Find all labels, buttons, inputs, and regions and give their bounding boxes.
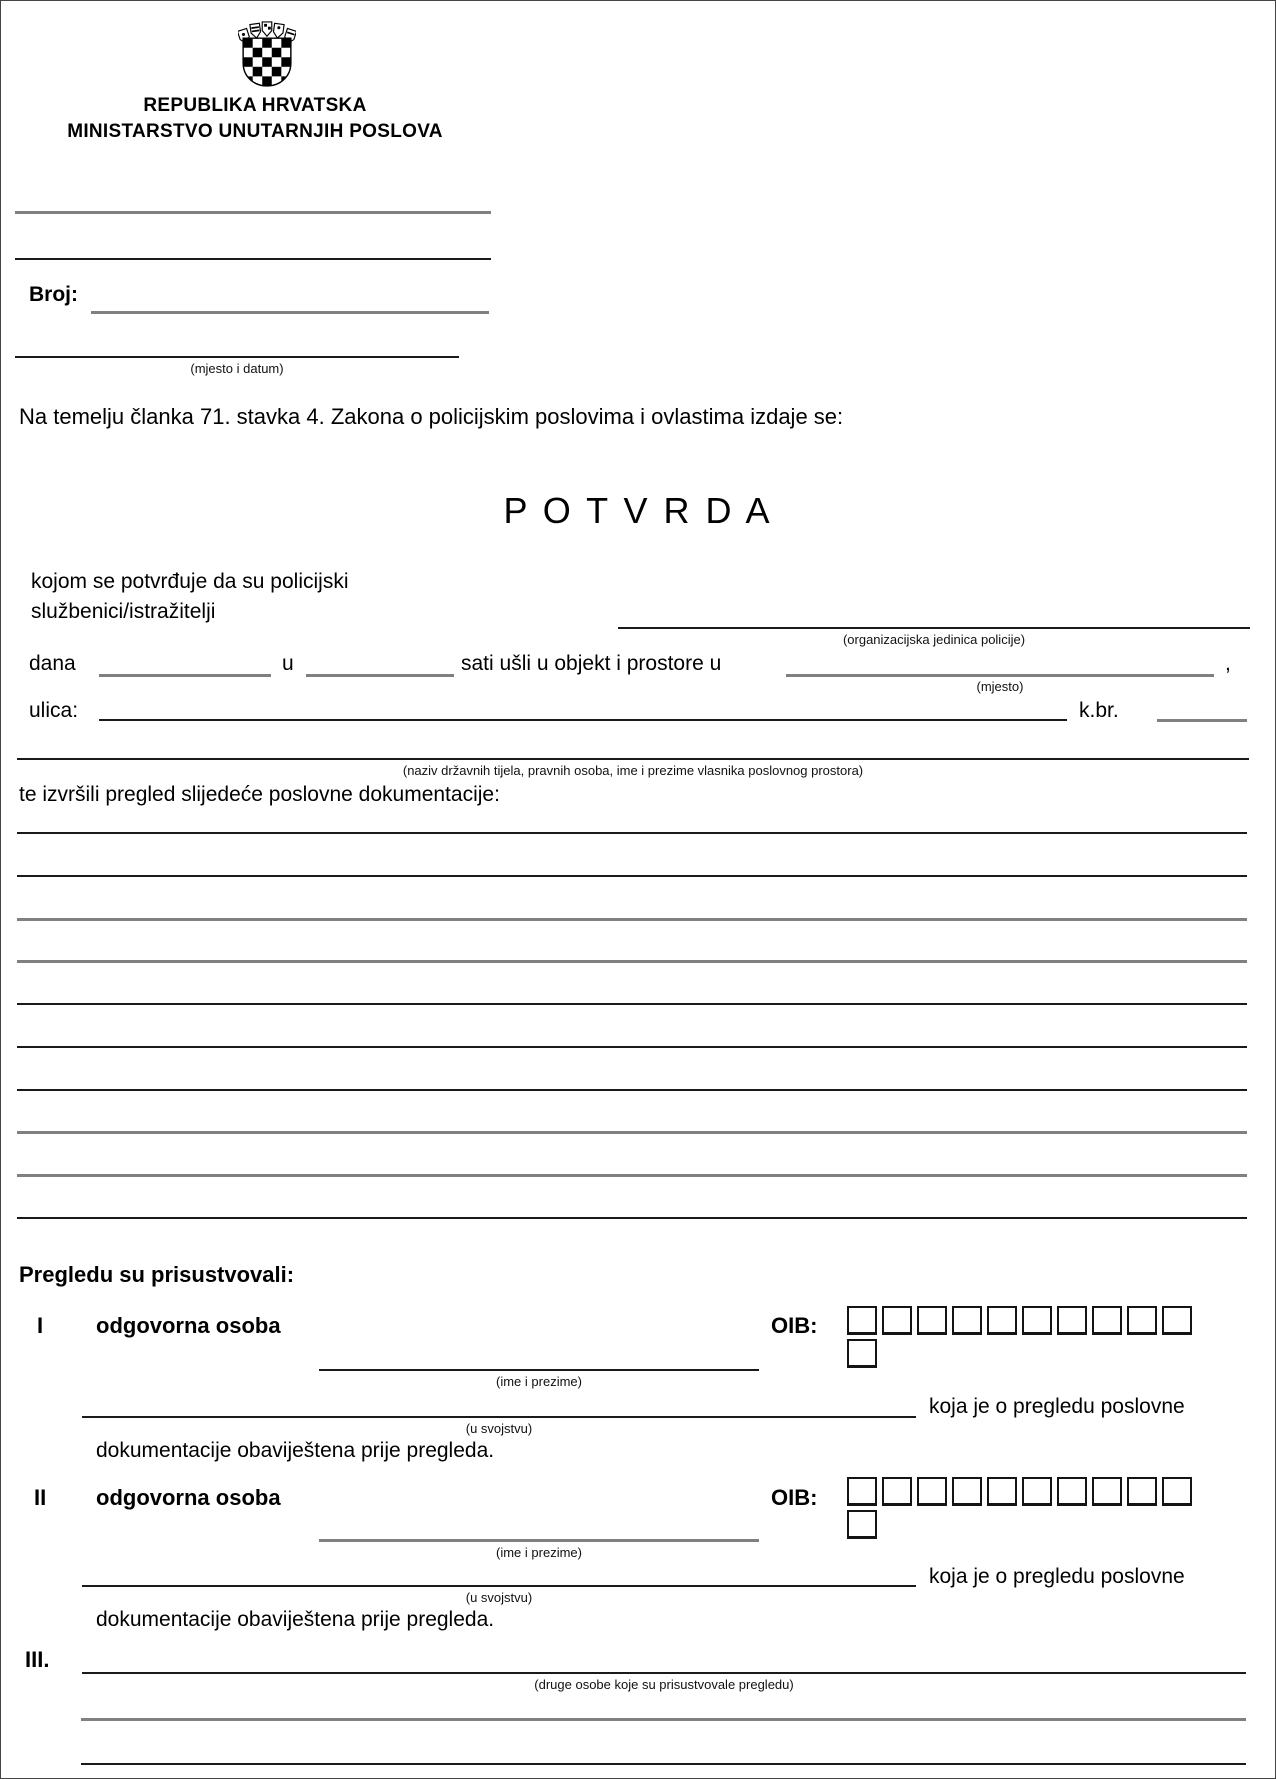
oib-digit-box[interactable] <box>1092 1477 1122 1506</box>
time-fill-line[interactable] <box>306 674 454 677</box>
statement-line-2: službenici/istražitelji <box>31 600 216 623</box>
attendee-1-oib-grid <box>847 1306 1199 1368</box>
attendee-3-numeral: III. <box>25 1647 50 1672</box>
attendee-2-numeral: II <box>34 1485 47 1510</box>
dana-label: dana <box>29 652 76 675</box>
attendee-1-name-fill-line[interactable] <box>319 1369 759 1371</box>
attendee-2-note-below: dokumentacije obaviještena prije pregleda. <box>96 1608 495 1631</box>
oib-digit-box[interactable] <box>987 1477 1017 1506</box>
oib-digit-box[interactable] <box>1162 1477 1192 1506</box>
attendee-1-note-below: dokumentacije obaviještena prije pregleda. <box>96 1439 495 1462</box>
owner-name-fill-line[interactable] <box>17 758 1249 760</box>
oib-digit-box[interactable] <box>1162 1306 1192 1335</box>
sati-text: sati ušli u objekt i prostore u <box>461 652 722 675</box>
attendee-1-role-label: odgovorna osoba <box>96 1313 281 1338</box>
street-fill-line[interactable] <box>99 719 1067 721</box>
oib-digit-box[interactable] <box>917 1306 947 1335</box>
oib-digit-box[interactable] <box>952 1306 982 1335</box>
attendee-2-role-label: odgovorna osoba <box>96 1485 281 1510</box>
oib-digit-box[interactable] <box>847 1339 877 1368</box>
oib-digit-box[interactable] <box>847 1510 877 1539</box>
document-title: P O T V R D A <box>503 490 773 531</box>
documentation-fill-line[interactable] <box>17 1131 1247 1134</box>
oib-digit-box[interactable] <box>1092 1306 1122 1335</box>
oib-digit-box[interactable] <box>952 1477 982 1506</box>
place-fill-line[interactable] <box>786 674 1214 677</box>
documentation-fill-line[interactable] <box>17 918 1247 921</box>
oib-digit-box[interactable] <box>882 1477 912 1506</box>
date-fill-line[interactable] <box>99 674 271 677</box>
attendee-2-name-caption: (ime i prezime) <box>496 1545 582 1560</box>
attendee-2-oib-label: OIB: <box>771 1485 818 1510</box>
attendee-2-oib-grid <box>847 1477 1199 1539</box>
oib-digit-box[interactable] <box>847 1306 877 1335</box>
attendee-1-capacity-fill-line[interactable] <box>82 1416 916 1418</box>
comma-text: , <box>1225 652 1231 675</box>
oib-digit-box[interactable] <box>1127 1306 1157 1335</box>
attendee-2-name-fill-line[interactable] <box>319 1539 759 1542</box>
kbr-label: k.br. <box>1079 699 1119 722</box>
documentation-fill-line[interactable] <box>17 1217 1247 1219</box>
attendee-1-oib-label: OIB: <box>771 1313 818 1338</box>
broj-fill-line[interactable] <box>91 311 489 314</box>
owner-name-caption: (naziv državnih tijela, pravnih osoba, ime i prezime vlasnika poslovnog prostora) <box>402 763 864 778</box>
attendee-2-capacity-fill-line[interactable] <box>82 1585 916 1587</box>
kbr-fill-line[interactable] <box>1157 719 1247 722</box>
oib-digit-box[interactable] <box>882 1306 912 1335</box>
attendee-1-numeral: I <box>37 1313 44 1338</box>
mjesto-caption: (mjesto) <box>976 679 1024 694</box>
oib-digit-box[interactable] <box>917 1477 947 1506</box>
documentation-fill-line[interactable] <box>17 1089 1247 1091</box>
oib-digit-box[interactable] <box>987 1306 1017 1335</box>
oib-digit-box[interactable] <box>1022 1477 1052 1506</box>
ulica-label: ulica: <box>29 699 79 722</box>
documentation-fill-line[interactable] <box>17 960 1247 963</box>
documentation-fill-line[interactable] <box>17 832 1247 834</box>
top-fill-line-2[interactable] <box>15 258 491 260</box>
docs-intro-text: te izvršili pregled slijedeće poslovne dokumentacije: <box>19 783 500 806</box>
header-ministry: MINISTARSTVO UNUTARNJIH POSLOVA <box>67 121 443 142</box>
u-label: u <box>282 652 294 675</box>
place-date-caption: (mjesto i datum) <box>190 361 284 376</box>
org-unit-caption: (organizacijska jedinica policije) <box>842 632 1026 647</box>
attendee-2-note-right: koja je o pregledu poslovne <box>929 1565 1185 1588</box>
others-extra-fill-line-2[interactable] <box>81 1763 1246 1765</box>
attendee-1-capacity-caption: (u svojstvu) <box>465 1421 533 1436</box>
attendee-2-capacity-caption: (u svojstvu) <box>465 1590 533 1605</box>
documentation-fill-line[interactable] <box>17 1003 1247 1005</box>
documentation-fill-line[interactable] <box>17 1046 1247 1048</box>
documentation-fill-line[interactable] <box>17 875 1247 877</box>
oib-digit-box[interactable] <box>1127 1477 1157 1506</box>
oib-digit-box[interactable] <box>1057 1477 1087 1506</box>
attendee-1-note-right: koja je o pregledu poslovne <box>929 1395 1185 1418</box>
attendees-heading: Pregledu su prisustvovali: <box>19 1262 295 1287</box>
attendee-1-name-caption: (ime i prezime) <box>496 1374 582 1389</box>
documentation-fill-line[interactable] <box>17 1174 1247 1177</box>
others-extra-fill-line-1[interactable] <box>81 1718 1246 1721</box>
place-date-fill-line[interactable] <box>15 356 459 358</box>
header-country: REPUBLIKA HRVATSKA <box>143 95 367 116</box>
oib-digit-box[interactable] <box>1057 1306 1087 1335</box>
others-caption: (druge osobe koje su prisustvovale pregledu) <box>534 1677 794 1692</box>
oib-digit-box[interactable] <box>847 1477 877 1506</box>
org-unit-fill-line[interactable] <box>618 627 1250 629</box>
statement-line-1: kojom se potvrđuje da su policijski <box>31 570 349 593</box>
top-fill-line-1[interactable] <box>15 211 491 214</box>
broj-label: Broj: <box>29 283 78 306</box>
header-block <box>39 93 471 145</box>
legal-basis-text: Na temelju članka 71. stavka 4. Zakona o policijskim poslovima i ovlastima izdaje se: <box>19 404 844 429</box>
oib-digit-box[interactable] <box>1022 1306 1052 1335</box>
others-fill-line[interactable] <box>82 1672 1246 1674</box>
